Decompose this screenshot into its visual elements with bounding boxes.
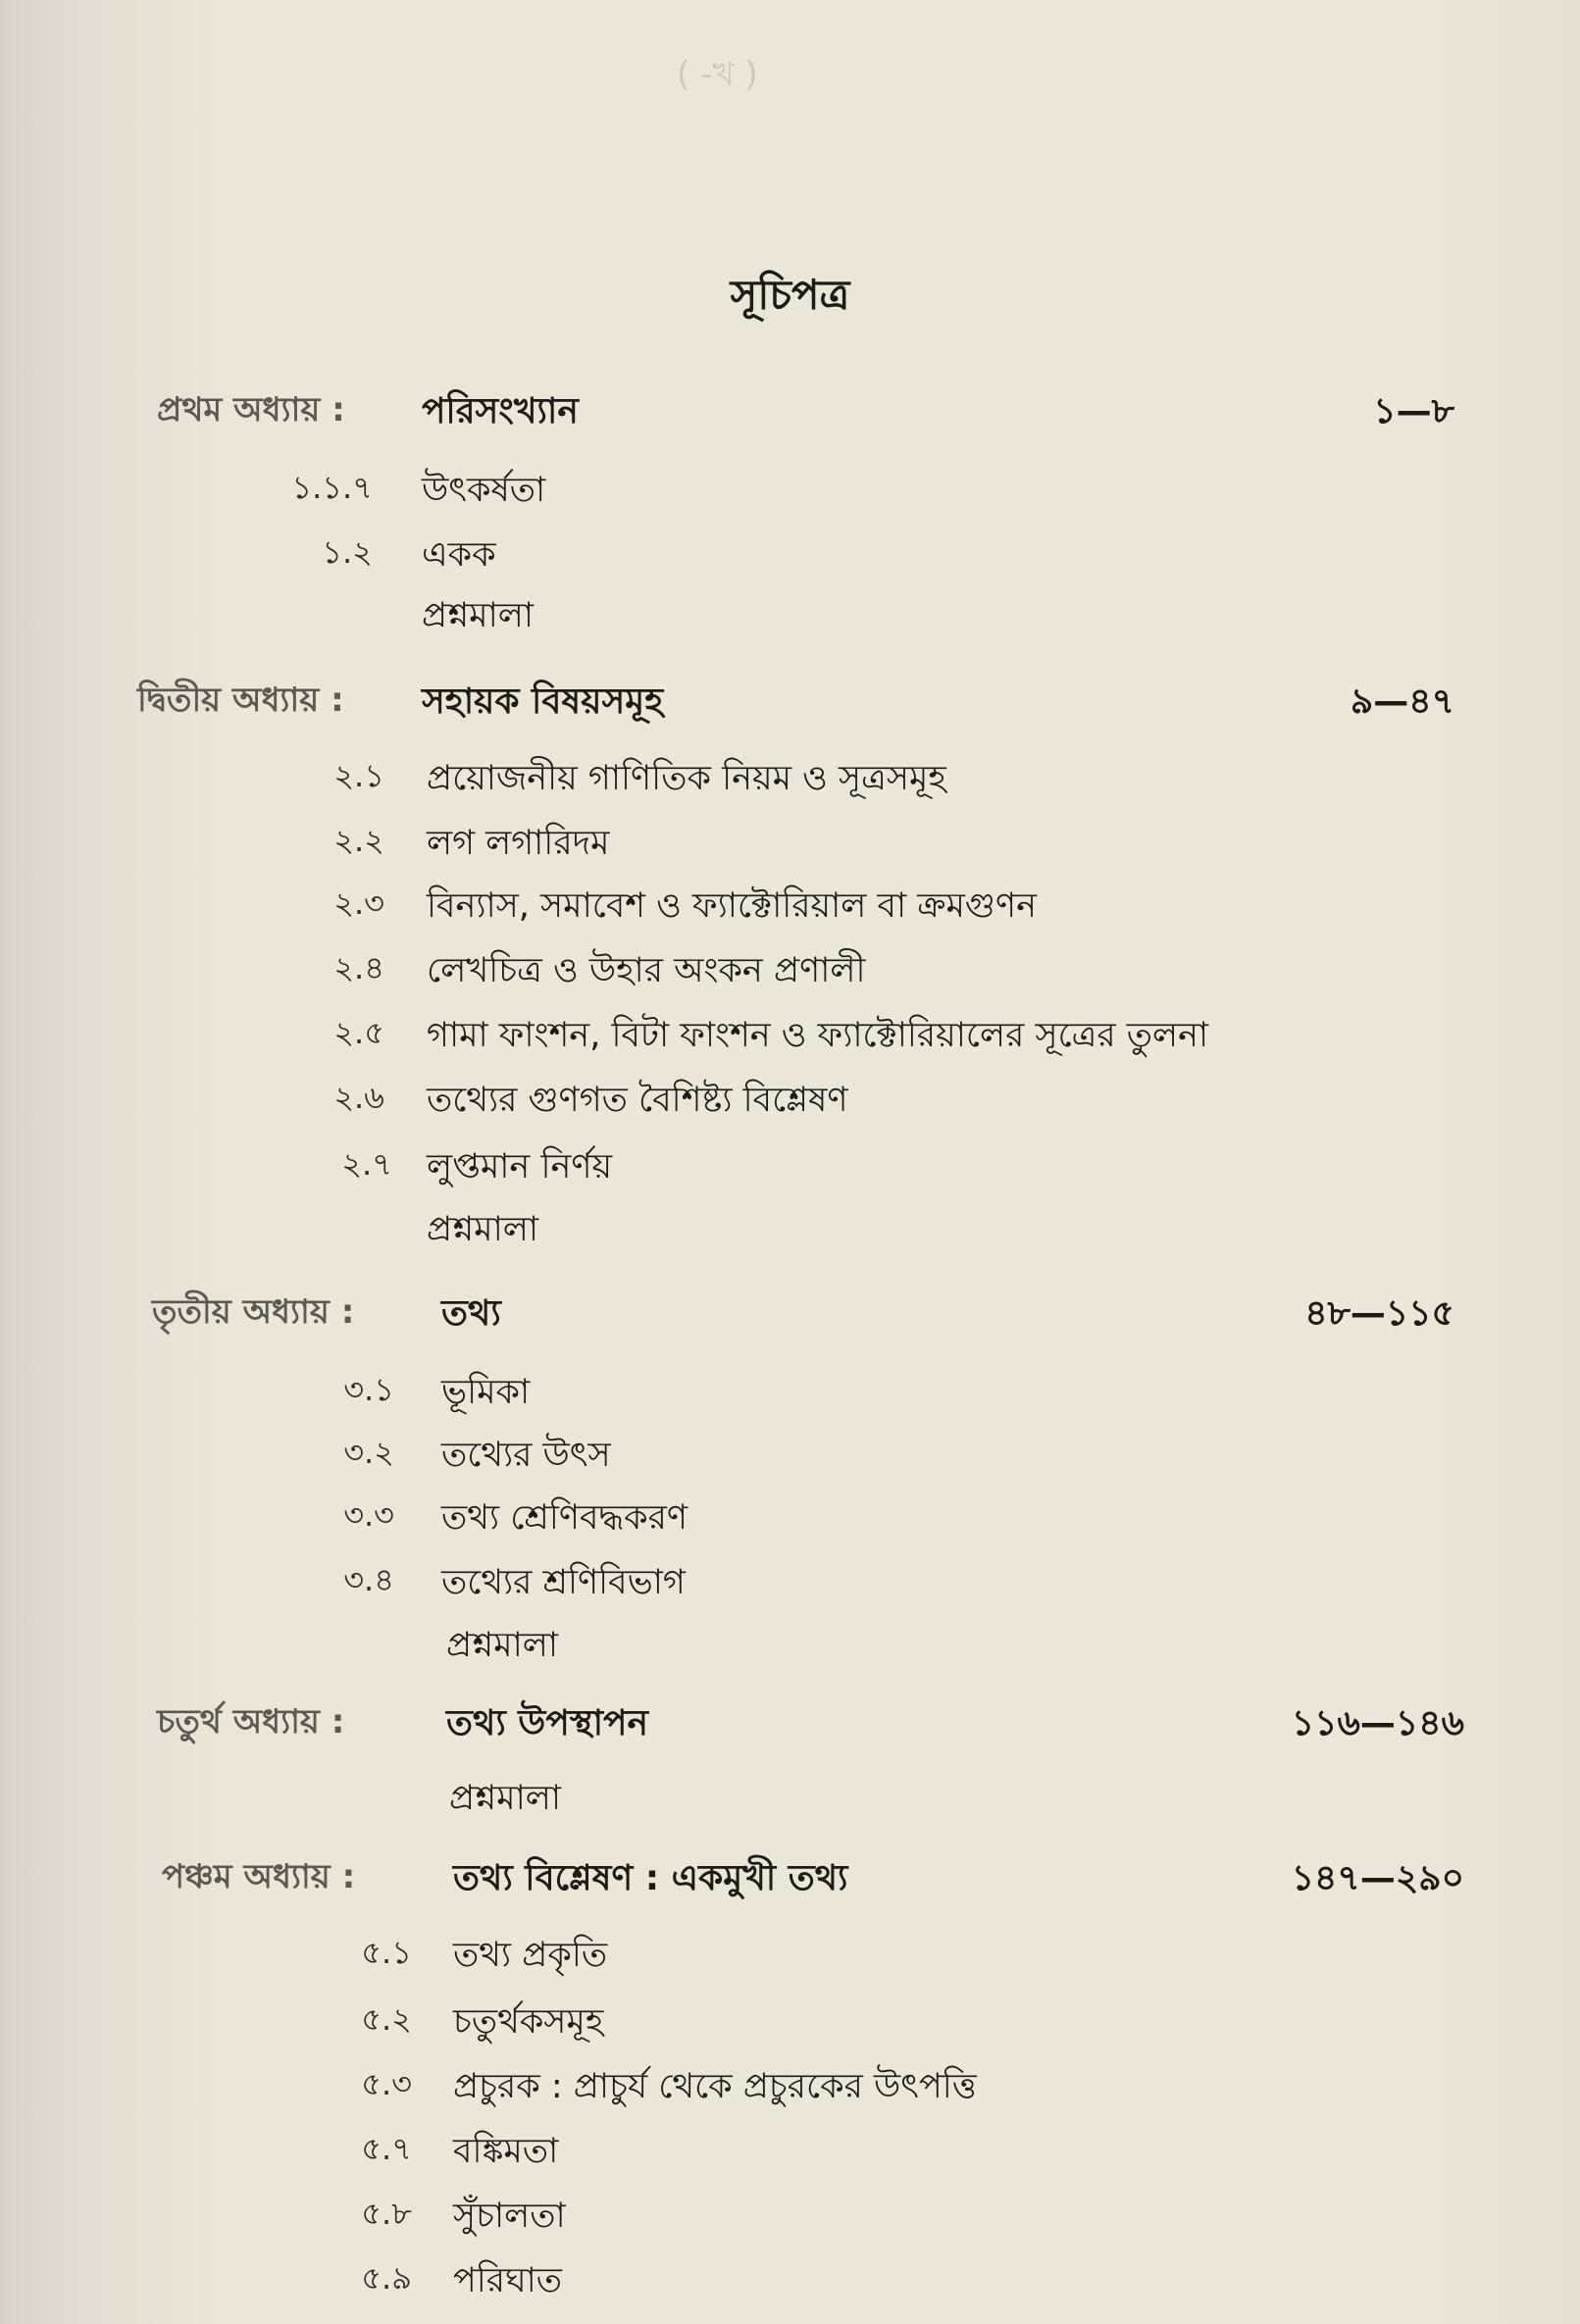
- chapter-heading-2: [0, 675, 1580, 730]
- item-number: ৫.১: [361, 1934, 412, 1971]
- toc-item: [0, 1555, 1580, 1608]
- item-number: ৫.২: [361, 2000, 412, 2038]
- chapter-label: দ্বিতীয় অধ্যায় :: [137, 681, 344, 720]
- chapter-heading-3: [0, 1287, 1580, 1341]
- toc-item: [0, 1073, 1580, 1126]
- toc-item: [0, 2253, 1580, 2306]
- chapter-pages: ৯—৪৭: [1350, 682, 1454, 722]
- item-title: প্রশ্নমালা: [422, 596, 534, 635]
- toc-item: [0, 1202, 1580, 1255]
- chapter-title: তথ্য: [441, 1293, 501, 1334]
- toc-item: [0, 2059, 1580, 2112]
- item-title: তথ্য শ্রেণিবদ্ধকরণ: [441, 1498, 688, 1538]
- toc-item: [0, 1008, 1580, 1061]
- toc-item: [0, 2189, 1580, 2242]
- chapter-pages: ১—৮: [1373, 391, 1454, 431]
- item-number: ৫.৩: [361, 2065, 412, 2102]
- toc-item: [0, 1139, 1580, 1192]
- chapter-label: তৃতীয় অধ্যায় :: [152, 1292, 355, 1332]
- toc-item: [0, 2124, 1580, 2177]
- item-number: ১.১.৭: [291, 469, 373, 506]
- item-number: ৫.৯: [361, 2259, 412, 2297]
- toc-item: [0, 1428, 1580, 1481]
- item-title: প্রশ্নমালা: [449, 1779, 561, 1818]
- chapter-pages: ৪৮—১১৫: [1304, 1293, 1454, 1334]
- item-number: ৫.৭: [361, 2130, 412, 2167]
- item-title: চতুর্থকসমূহ: [453, 2002, 604, 2042]
- item-title: লেখচিত্র ও উহার অংকন প্রণালী: [427, 951, 866, 990]
- item-number: ১.২: [322, 533, 373, 571]
- item-title: লুপ্তমান নির্ণয়: [427, 1147, 613, 1187]
- toc-item: [0, 1771, 1580, 1824]
- item-title: প্রশ্নমালা: [427, 1210, 538, 1249]
- item-title: বিন্যাস, সমাবেশ ও ফ্যাক্টোরিয়াল বা ক্রমগুণন: [427, 886, 1038, 926]
- page-title: সূচিপত্র: [730, 271, 850, 319]
- chapter-label: চতুর্থ অধ্যায় :: [157, 1702, 345, 1742]
- toc-item: [0, 816, 1580, 869]
- item-number: ২.৫: [333, 1014, 384, 1051]
- item-number: ২.২: [333, 822, 384, 859]
- toc-item: [0, 1618, 1580, 1671]
- item-title: তথ্যের গুণগত বৈশিষ্ট্য বিশ্লেষণ: [427, 1081, 848, 1120]
- item-title: তথ্যের শ্রণিবিভাগ: [441, 1563, 686, 1602]
- page-header-mark: ( -খ ): [677, 55, 758, 94]
- item-title: ভূমিকা: [441, 1373, 531, 1412]
- item-title: লগ লগারিদম: [427, 824, 610, 863]
- chapter-heading-1: [0, 384, 1580, 439]
- item-number: ২.৩: [333, 884, 384, 922]
- chapter-title: সহায়ক বিষয়সমূহ: [422, 682, 664, 722]
- chapter-pages: ১৪৭—২৯০: [1291, 1858, 1464, 1898]
- toc-item: [0, 528, 1580, 581]
- item-number: ৫.৮: [361, 2195, 412, 2232]
- item-title: প্রচুরক : প্রাচুর্য থেকে প্রচুরকের উৎপত্তি: [453, 2067, 977, 2106]
- item-title: তথ্য প্রকৃতি: [453, 1936, 608, 1975]
- item-title: একক: [422, 535, 496, 575]
- toc-item: [0, 1490, 1580, 1543]
- item-number: ২.৭: [341, 1145, 392, 1183]
- chapter-title: তথ্য উপস্থাপন: [446, 1703, 648, 1743]
- toc-item: [0, 879, 1580, 932]
- chapter-label: প্রথম অধ্যায় :: [157, 390, 345, 429]
- chapter-label: পঞ্চম অধ্যায় :: [162, 1857, 356, 1896]
- toc-item: [0, 1995, 1580, 2047]
- item-title: বঙ্কিমতা: [453, 2132, 559, 2171]
- item-title: পরিঘাত: [453, 2261, 563, 2300]
- item-number: ৩.২: [343, 1434, 394, 1471]
- toc-item: [0, 943, 1580, 996]
- item-number: ৩.৪: [343, 1561, 394, 1598]
- toc-item: [0, 463, 1580, 516]
- toc-item: [0, 588, 1580, 641]
- chapter-heading-4: [0, 1696, 1580, 1751]
- chapter-title: পরিসংখ্যান: [422, 391, 579, 431]
- item-title: প্রয়োজনীয় গাণিতিক নিয়ম ও সূত্রসমূহ: [427, 759, 946, 798]
- item-title: উৎকর্ষতা: [422, 471, 546, 510]
- item-number: ৩.১: [343, 1371, 394, 1408]
- toc-item: [0, 1365, 1580, 1418]
- chapter-pages: ১১৬—১৪৬: [1291, 1703, 1464, 1743]
- item-title: সুঁচালতা: [453, 2197, 566, 2236]
- item-title: তথ্যের উৎস: [441, 1436, 611, 1475]
- item-number: ২.৬: [333, 1079, 384, 1116]
- item-title: গামা ফাংশন, বিটা ফাংশন ও ফ্যাক্টোরিয়ালের সূত্রের তুলনা: [427, 1016, 1209, 1055]
- chapter-heading-5: [0, 1851, 1580, 1906]
- item-number: ২.১: [333, 757, 384, 794]
- toc-item: [0, 751, 1580, 804]
- item-number: ২.৪: [333, 949, 384, 986]
- chapter-title: তথ্য বিশ্লেষণ : একমুখী তথ্য: [453, 1858, 848, 1898]
- item-title: প্রশ্নমালা: [446, 1626, 558, 1665]
- item-number: ৩.৩: [343, 1496, 394, 1534]
- toc-item: [0, 1928, 1580, 1981]
